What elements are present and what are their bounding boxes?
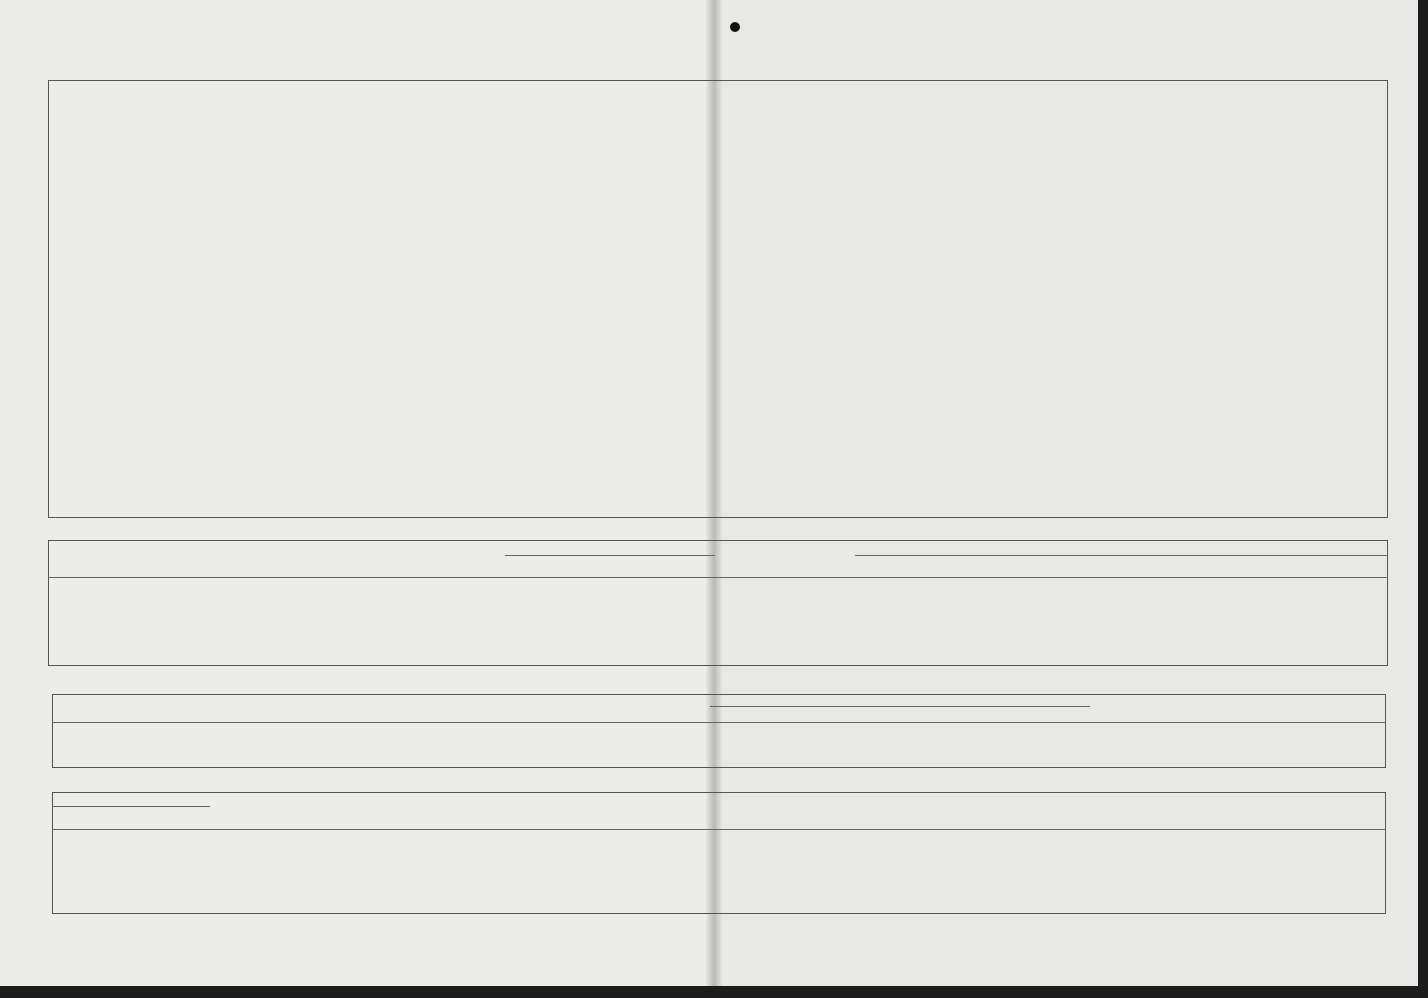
- deaths-header-rule: [52, 829, 1386, 830]
- births-parent-rule: [710, 706, 1090, 707]
- apprentices-leaving-rule: [855, 555, 1300, 556]
- book-edge-right: [1418, 0, 1428, 998]
- births-header-rule: [52, 722, 1386, 723]
- apprentices-report-rule: [1300, 555, 1388, 556]
- deaths-table: [52, 792, 1386, 914]
- crew-table: [48, 80, 1388, 518]
- deaths-died-rule: [52, 806, 210, 807]
- apprentices-registry-rule: [505, 555, 715, 556]
- book-edge-bottom: [0, 986, 1428, 998]
- apprentices-table: [48, 540, 1388, 666]
- apprentices-header-rule: [48, 577, 1388, 578]
- binding-hole: [730, 22, 740, 32]
